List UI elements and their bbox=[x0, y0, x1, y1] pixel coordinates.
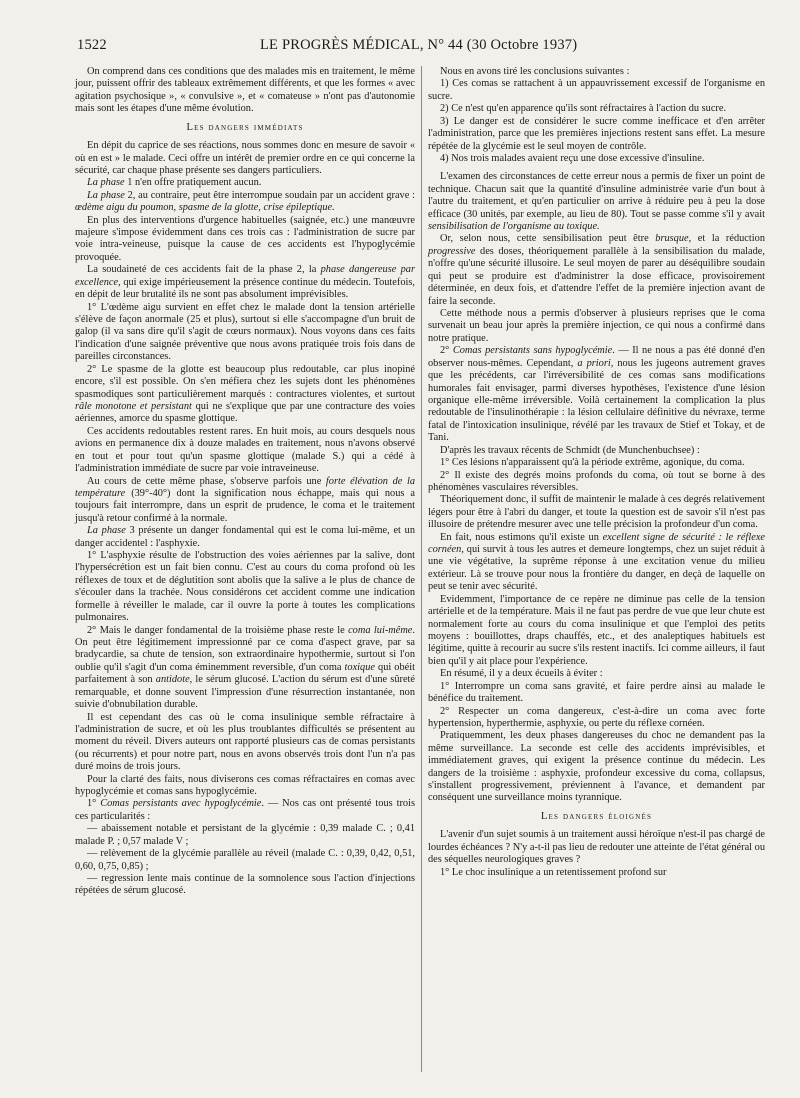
paragraph: La phase 3 présente un danger fondamental qui est le coma lui-même, et un danger accidentel : l'asphyxie. bbox=[75, 525, 415, 549]
paragraph: En fait, nous estimons qu'il existe un excellent signe de sécurité : le réflexe cornéen, qui survit à tous les autres et demeure longtemps, chez un sujet réduit à une vie végétative, la suprême réponse à une excitation venue du milieu extérieur. Là se trouve pour nous la frontière du danger, en deçà de laquelle on peut se tenir avec sécurité. bbox=[428, 531, 765, 593]
page-number: 1522 bbox=[77, 37, 107, 53]
paragraph: 1° Comas persistants avec hypoglycémie. — Nos cas ont présenté tous trois ces particularités : bbox=[75, 798, 415, 822]
paragraph: 2° Il existe des degrés moins profonds du coma, où tout se borne à des phénomènes vasculaires réversibles. bbox=[428, 469, 765, 493]
paragraph: — abaissement notable et persistant de la glycémie : 0,39 malade C. ; 0,41 malade P. ; 0,57 malade V ; bbox=[75, 823, 415, 847]
paragraph: Il est cependant des cas où le coma insulinique semble réfractaire à l'administration de sucre, et où les plus troublantes difficultés se présentent au moment du réveil. Divers auteurs ont rapporté plusieurs cas de comas persistants (ou récurrents) et pour notre part, nous en avons observés trois dont l'un n'a pas duré moins de trois jours. bbox=[75, 711, 415, 773]
paragraph: Pour la clarté des faits, nous diviserons ces comas réfractaires en comas avec hypoglycémie et comas sans hypoglycémie. bbox=[75, 773, 415, 798]
paragraph: 1) Ces comas se rattachent à un appauvrissement excessif de l'organisme en sucre. bbox=[428, 78, 765, 102]
paragraph: Nous en avons tiré les conclusions suivantes : bbox=[440, 66, 630, 77]
paragraph: 2° Comas persistants sans hypoglycémie. — Il ne nous a pas été donné d'en observer nous-mêmes. Cependant, a priori, nous les jugeons autrement graves que les précédents, car l'irréversibilité de ces comas sans modifications humorales fait envisager, parmi diverses hypothèses, l'existence d'une lésion organique elle-même irréversible. Voilà certainement la complication la plus redoutable de l'insulinothérapie : la lésion cellulaire définitive du névraxe, terme fatal de l'intoxication insulinique, révélé par les travaux de Stief et Tokay, et de Tani. bbox=[428, 345, 766, 444]
paragraph: Ces accidents redoutables restent rares. En huit mois, au cours desquels nous avions en permanence dix à douze malades en traitement, nous n'avons observé en tout et pour tout qu'un spasme glottique (malade S.) qui a cédé à l'administration immédiate de sucre par voie intraveineuse. bbox=[75, 425, 415, 475]
paragraph: La soudaineté de ces accidents fait de la phase 2, la phase dangereuse par excellence, qui exige impérieusement la présence continue du médecin. Toutefois, en dépit de leur brutalité ils ne sont pas absolument imprévisibles. bbox=[75, 264, 415, 301]
page-header bbox=[77, 37, 762, 59]
section-heading-remote-dangers: Les dangers éloignés bbox=[540, 810, 653, 822]
paragraph: 2° Le spasme de la glotte est beaucoup plus redoutable, car plus inopiné encore, s'il est possible. On s'en méfiera chez les sujets dont les phénomènes spasmodiques sont particulièrement marqués : contractures violentes, et surtout râle monotone et persistant qui ne s'explique que par une contracture des voies aériennes, amorce du spasme glottique. bbox=[75, 363, 415, 425]
column-divider bbox=[421, 66, 422, 1072]
paragraph: Evidemment, l'importance de ce repère ne diminue pas celle de la tension artérielle et de la température. Mais il ne faut pas perdre de vue que leur chute est normalement forte au cours du coma insulinique et que l'emploi des petits moyens : bouillottes, draps chauffés, etc., et des analeptiques habituels est légitime, quitte à recourir au sucre s'ils restent inactifs. Ici comme ailleurs, il faut bien qu'il y ait place pour l'expérience. bbox=[428, 593, 765, 667]
right-column bbox=[428, 66, 765, 879]
paragraph: 1° Interrompre un coma sans gravité, et faire perdre ainsi au malade le bénéfice du traitement. bbox=[428, 680, 765, 705]
paragraph: La phase 1 n'en offre pratiquement aucun. bbox=[87, 177, 262, 189]
section-heading-immediate-dangers: Les dangers immédiats bbox=[186, 121, 304, 133]
paragraph: L'avenir d'un sujet soumis à un traitement aussi héroïque n'est-il pas chargé de lourdes échéances ? N'y a-t-il pas lieu de redouter une atteinte de l'état général ou des séquelles neurologiques graves ? bbox=[428, 829, 765, 866]
paragraph: — regression lente mais continue de la somnolence sous l'action d'injections répétées de sérum glucosé. bbox=[75, 873, 415, 897]
paragraph: D'après les travaux récents de Schmidt (de Munchenbuchsee) : bbox=[440, 444, 700, 456]
paragraph: L'examen des circonstances de cette erreur nous a permis de fixer un point de technique. Chacun sait que la quantité d'insuline administrée varie d'un bout à l'autre du traitement, et qu'en particulier on arrive à réduire peu à peu la dose efficace (30 unités, par exemple, au lieu de 80). Tout se passe comme s'il y avait sensibilisation de l'organisme au toxique. bbox=[428, 171, 765, 233]
paragraph: 1° L'asphyxie résulte de l'obstruction des voies aériennes par la salive, dont l'hypersécrétion est un fait bien connu. C'est au cours du coma profond où les réflexes de toux et de déglutition sont abolis que la salive a le plus de chance de s'écouler dans la trachée. Nous considérons cet accident comme une indication formelle à réveiller le malade, car il ouvre la porte à toutes les complications pulmonaires. bbox=[75, 550, 415, 624]
paragraph: Or, selon nous, cette sensibilisation peut être brusque, et la réduction progressive des doses, théoriquement parallèle à la sensibilisation du malade, n'offre qu'une sécurité illusoire. Le seul moyen de parer au déséquilibre soudain qui peut se produire est d'administrer la dose efficace, provisoirement déterminée, en deux fois, et d'attendre l'effet de la première injection avant de faire la seconde. bbox=[428, 233, 765, 307]
paragraph: Pratiquemment, les deux phases dangereuses du choc ne demandent pas la même surveillance. La seconde est celle des accidents imprévisibles, et immédiatement graves, qui exigent la présence continue du médecin. Les dangers de la troisième : asphyxie, profondeur excessive du coma, collapsus, s'installent progressivement, préviennent à l'avance, et demandent par conséquent une surveillance moins tyrannique. bbox=[428, 730, 765, 804]
paragraph: En dépit du caprice de ses réactions, nous sommes donc en mesure de savoir « où en est » le malade. Ceci offre un intérêt de premier ordre en ce qui concerne la sécurité, car chaque phase présente ses dangers particuliers. bbox=[75, 140, 415, 176]
paragraph: En résumé, il y a deux écueils à éviter : bbox=[440, 668, 603, 680]
left-column bbox=[75, 66, 415, 898]
paragraph: 1° L'œdème aigu survient en effet chez le malade dont la tension artérielle s'élève de façon anormale (25 et plus), surtout si elle s'accompagne d'un bruit de galop (il va sans dire qu'il s'agit de cœurs normaux). Nous voyons dans ces faits l'indication d'une saignée préventive que nous avons pratiquée trois fois dans de pareilles circonstances. bbox=[75, 301, 415, 363]
paragraph: Théoriquement donc, il suffit de maintenir le malade à ces degrés relativement légers pour être à l'abri du danger, et toute la question est de savoir s'il n'est pas illusoire de prétendre mesurer avec une telle précision la profondeur d'un coma. bbox=[428, 494, 765, 531]
paragraph: 1° Ces lésions n'apparaissent qu'à la période extrême, agonique, du coma. bbox=[440, 457, 745, 469]
paragraph: 2) Ce n'est qu'en apparence qu'ils sont réfractaires à l'action du sucre. bbox=[440, 103, 727, 115]
paragraph: La phase 2, au contraire, peut être interrompue soudain par un accident grave : œdème aigu du poumon, spasme de la glotte, crise épileptique. bbox=[75, 189, 415, 214]
paragraph: 4) Nos trois malades avaient reçu une dose excessive d'insuline. bbox=[440, 152, 705, 164]
paragraph: — relèvement de la glycémie parallèle au réveil (malade C. : 0,39, 0,42, 0,51, 0,60, 0,75, 0,85) ; bbox=[75, 848, 415, 872]
journal-title: LE PROGRÈS MÉDICAL, N° 44 (30 Octobre 1937) bbox=[260, 37, 578, 53]
paragraph: En plus des interventions d'urgence habituelles (saignée, etc.) une manœuvre majeure s'impose évidemment dans ces trois cas : l'administration de sucre par voie intra-veineuse, puisque la cause de ces accidents est l'hypoglycémie provoquée. bbox=[75, 214, 415, 263]
paragraph: Au cours de cette même phase, s'observe parfois une forte élévation de la température (39°-40°) dont la signification nous échappe, mais qui nous a toujours fait interrompre, dans un esprit de prudence, le coma et le traitement jusqu'à retour confirmé à la normale. bbox=[75, 475, 415, 524]
paragraph: 1° Le choc insulinique a un retentissement profond sur bbox=[440, 866, 667, 878]
paragraph: 2° Mais le danger fondamental de la troisième phase reste le coma lui-même. On peut être légitimement impressionné par ce coma d'aspect grave, par sa bradycardie, sa chute de tension, son extraordinaire hypothermie, surtout si l'on oublie qu'il s'agit d'un coma éminemment reversible, d'un coma toxique qui obéit parfaitement à son antidote, le sérum glucosé. L'action du sérum est d'une sûreté remarquable, et donne souvent l'impression d'une résurrection instantanée, non suivie d'obnubilation durable. bbox=[75, 624, 416, 711]
paragraph: Cette méthode nous a permis d'observer à plusieurs reprises que le coma survenait un beau jour après la première injection, ce qui nous a confirmé dans notre pratique. bbox=[428, 308, 765, 344]
paragraph: On comprend dans ces conditions que des malades mis en traitement, le même jour, puissent offrir des tableaux extrêmement différents, et que les formes « avec agitation psychosique », « convulsive », et « comateuse » n'ont pas d'autonomie mais sont les étapes d'une même évolution. bbox=[75, 66, 415, 115]
paragraph: 2° Respecter un coma dangereux, c'est-à-dire un coma avec forte hypertension, hyperthermie, asphyxie, ou perte du réflexe cornéen. bbox=[428, 705, 765, 729]
paragraph: 3) Le danger est de considérer le sucre comme inefficace et d'en arrêter l'administration, parce que les premières injections restent sans effet. La mesure répétée de la glycémie est le seul moyen de contrôle. bbox=[428, 115, 765, 152]
